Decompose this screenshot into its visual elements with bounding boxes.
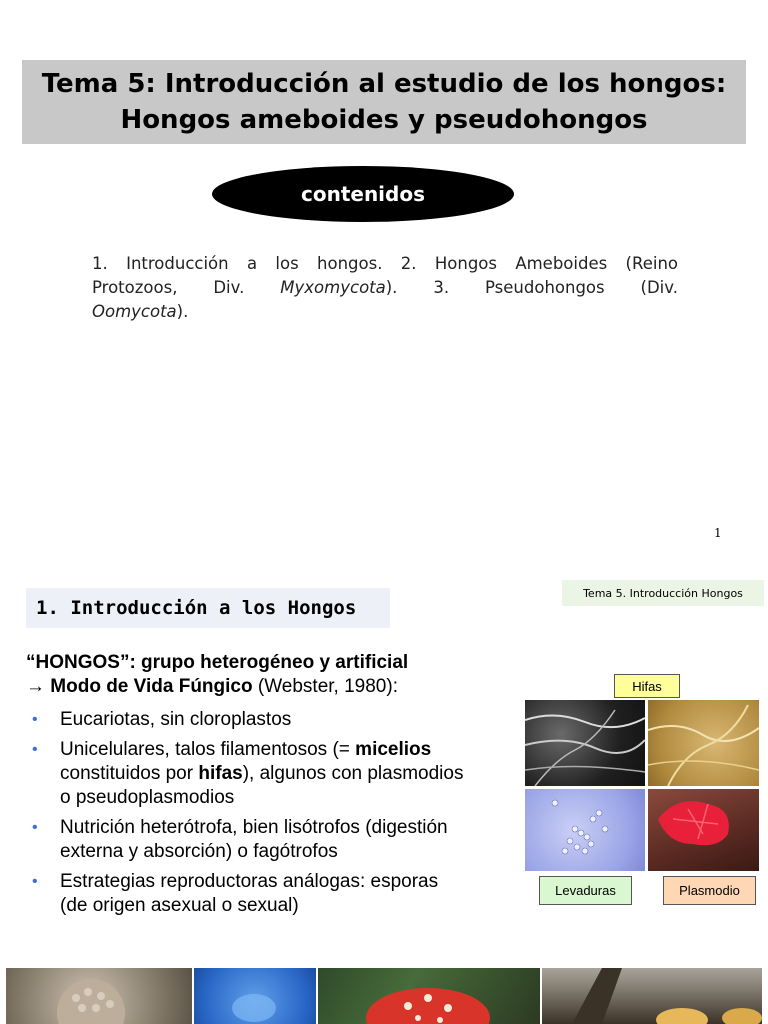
page-number: 1 (714, 526, 722, 540)
slide-title-box (22, 60, 746, 144)
arrow-glyph: → (26, 676, 51, 697)
bullet-bold-micelios: micelios (355, 739, 432, 760)
contents-text (92, 252, 678, 324)
plasmodio-label: Plasmodio (663, 876, 756, 905)
bullet-text (60, 738, 514, 762)
definition-line-2 (26, 676, 398, 698)
header-tag: Tema 5. Introducción Hongos (562, 580, 764, 606)
bullet-text-part: Unicelulares, talos filamentosos (= (60, 739, 356, 760)
bullet-list (30, 708, 514, 924)
contents-myxomycota: Myxomycota (280, 278, 386, 297)
plasmodium-image (648, 789, 759, 871)
slide-title-line-2: Hongos ameboides y pseudohongos (120, 105, 648, 135)
bullet-item (30, 816, 514, 864)
contents-label: contenidos (300, 182, 425, 206)
contents-line-2 (92, 276, 678, 300)
definition-bold: Modo de Vida Fúngico (50, 676, 253, 697)
contents-line-3b: ). (176, 302, 189, 321)
contents-line-1: 1. Introducción a los hongos. 2. Hongos Ameboides (Reino (92, 254, 678, 273)
definition-line-1: “HONGOS”: grupo heterogéneo y artificial (26, 652, 409, 673)
bullet-dot-icon: • (32, 741, 38, 758)
bullet-text: (de origen asexual o sexual) (60, 895, 299, 916)
bullet-text (60, 762, 514, 786)
contents-oval (212, 166, 514, 222)
yeast-micrograph-image (525, 789, 645, 871)
hifas-label: Hifas (614, 674, 680, 698)
bullet-text: externa y absorción) o fagótrofos (60, 841, 338, 862)
amoeba-micrograph-image (194, 968, 316, 1024)
bullet-text: Estrategias reproductoras análogas: esporas (60, 871, 439, 892)
bracket-fungus-image (542, 968, 762, 1024)
contents-line-3 (92, 300, 678, 324)
section-title: 1. Introducción a los Hongos (26, 588, 390, 628)
fly-agaric-mushroom-image (318, 968, 540, 1024)
bullet-dot-icon: • (32, 873, 38, 890)
contents-line-2c: ). 3. Pseudohongos (Div. (385, 278, 678, 297)
bullet-item (30, 738, 514, 810)
bullet-text: o pseudoplasmodios (60, 787, 235, 808)
hyphae-micrograph-image (525, 700, 645, 786)
bullet-text-part: constituidos por (60, 763, 199, 784)
bullet-text-part: ), algunos con plasmodios (242, 763, 464, 784)
bullet-dot-icon: • (32, 711, 38, 728)
levaduras-label: Levaduras (539, 876, 632, 905)
bullet-dot-icon: • (32, 819, 38, 836)
bullet-text: Nutrición heterótrofa, bien lisótrofos (digestión (60, 817, 448, 838)
bullet-item (30, 708, 514, 732)
bullet-item (30, 870, 514, 918)
slide-title-line-1: Tema 5: Introducción al estudio de los hongos: (41, 69, 727, 99)
bullet-text: Eucariotas, sin cloroplastos (60, 709, 292, 730)
contents-oomycota: Oomycota (92, 302, 177, 321)
contents-line-2a: Protozoos, Div. (92, 278, 281, 297)
definition-rest: (Webster, 1980): (252, 676, 398, 697)
slide-2 (0, 566, 768, 1024)
hyphae-culture-image (648, 700, 759, 786)
bullet-bold-hifas: hifas (198, 763, 243, 784)
spore-micrograph-image (6, 968, 192, 1024)
